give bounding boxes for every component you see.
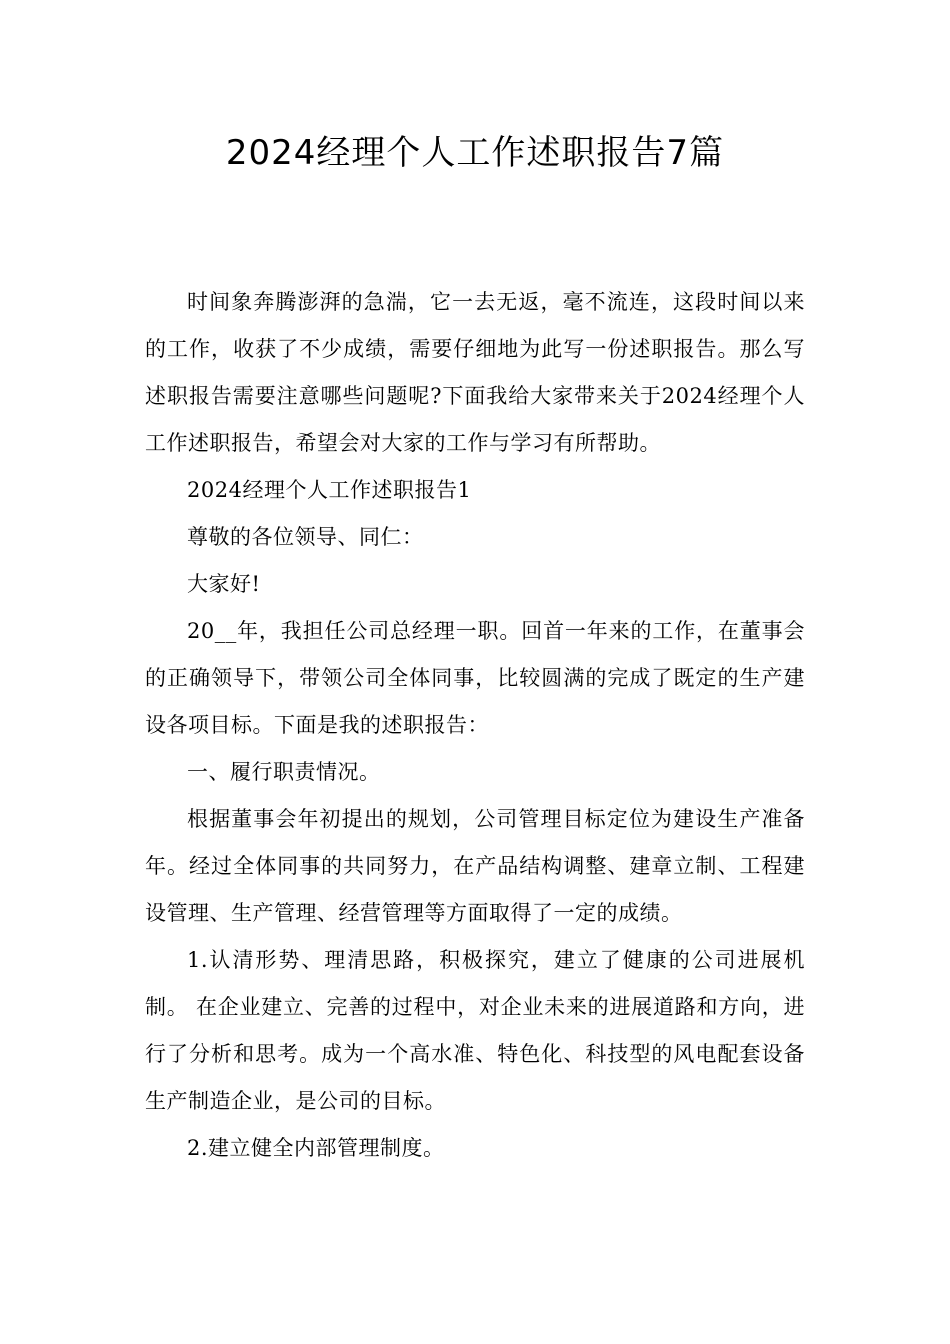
document-body (145, 279, 805, 1172)
document-title: 2024经理个人工作述职报告7篇 (225, 133, 725, 173)
subsection-heading: 一、履行职责情况。 (187, 760, 381, 784)
body-paragraph: 根据董事会年初提出的规划，公司管理目标定位为建设生产准备年。经过全体同事的共同努力，在产品结构调整、建章立制、工程建设管理、生产管理、经营管理等方面取得了一定的成绩。 (145, 807, 805, 925)
salutation: 尊敬的各位领导、同仁： (187, 525, 424, 549)
body-paragraph: 20__年，我担任公司总经理一职。回首一年来的工作，在董事会的正确领导下，带领公司全体同事，比较圆满的完成了既定的生产建设各项目标。下面是我的述职报告： (145, 619, 805, 737)
numbered-item: 1.认清形势、理清思路，积极探究，建立了健康的公司进展机制。 在企业建立、完善的过程中，对企业未来的进展道路和方向，进行了分析和思考。成为一个高水准、特色化、科技型的风电配套设备生产制造企业，是公司的目标。 (145, 948, 805, 1113)
intro-paragraph: 时间象奔腾澎湃的急湍，它一去无返，毫不流连，这段时间以来的工作，收获了不少成绩，需要仔细地为此写一份述职报告。那么写述职报告需要注意哪些问题呢?下面我给大家带来关于2024经理个人工作述职报告，希望会对大家的工作与学习有所帮助。 (145, 290, 805, 455)
section-heading: 2024经理个人工作述职报告1 (187, 478, 472, 502)
numbered-item: 2.建立健全内部管理制度。 (187, 1136, 445, 1160)
greeting: 大家好! (187, 572, 261, 596)
